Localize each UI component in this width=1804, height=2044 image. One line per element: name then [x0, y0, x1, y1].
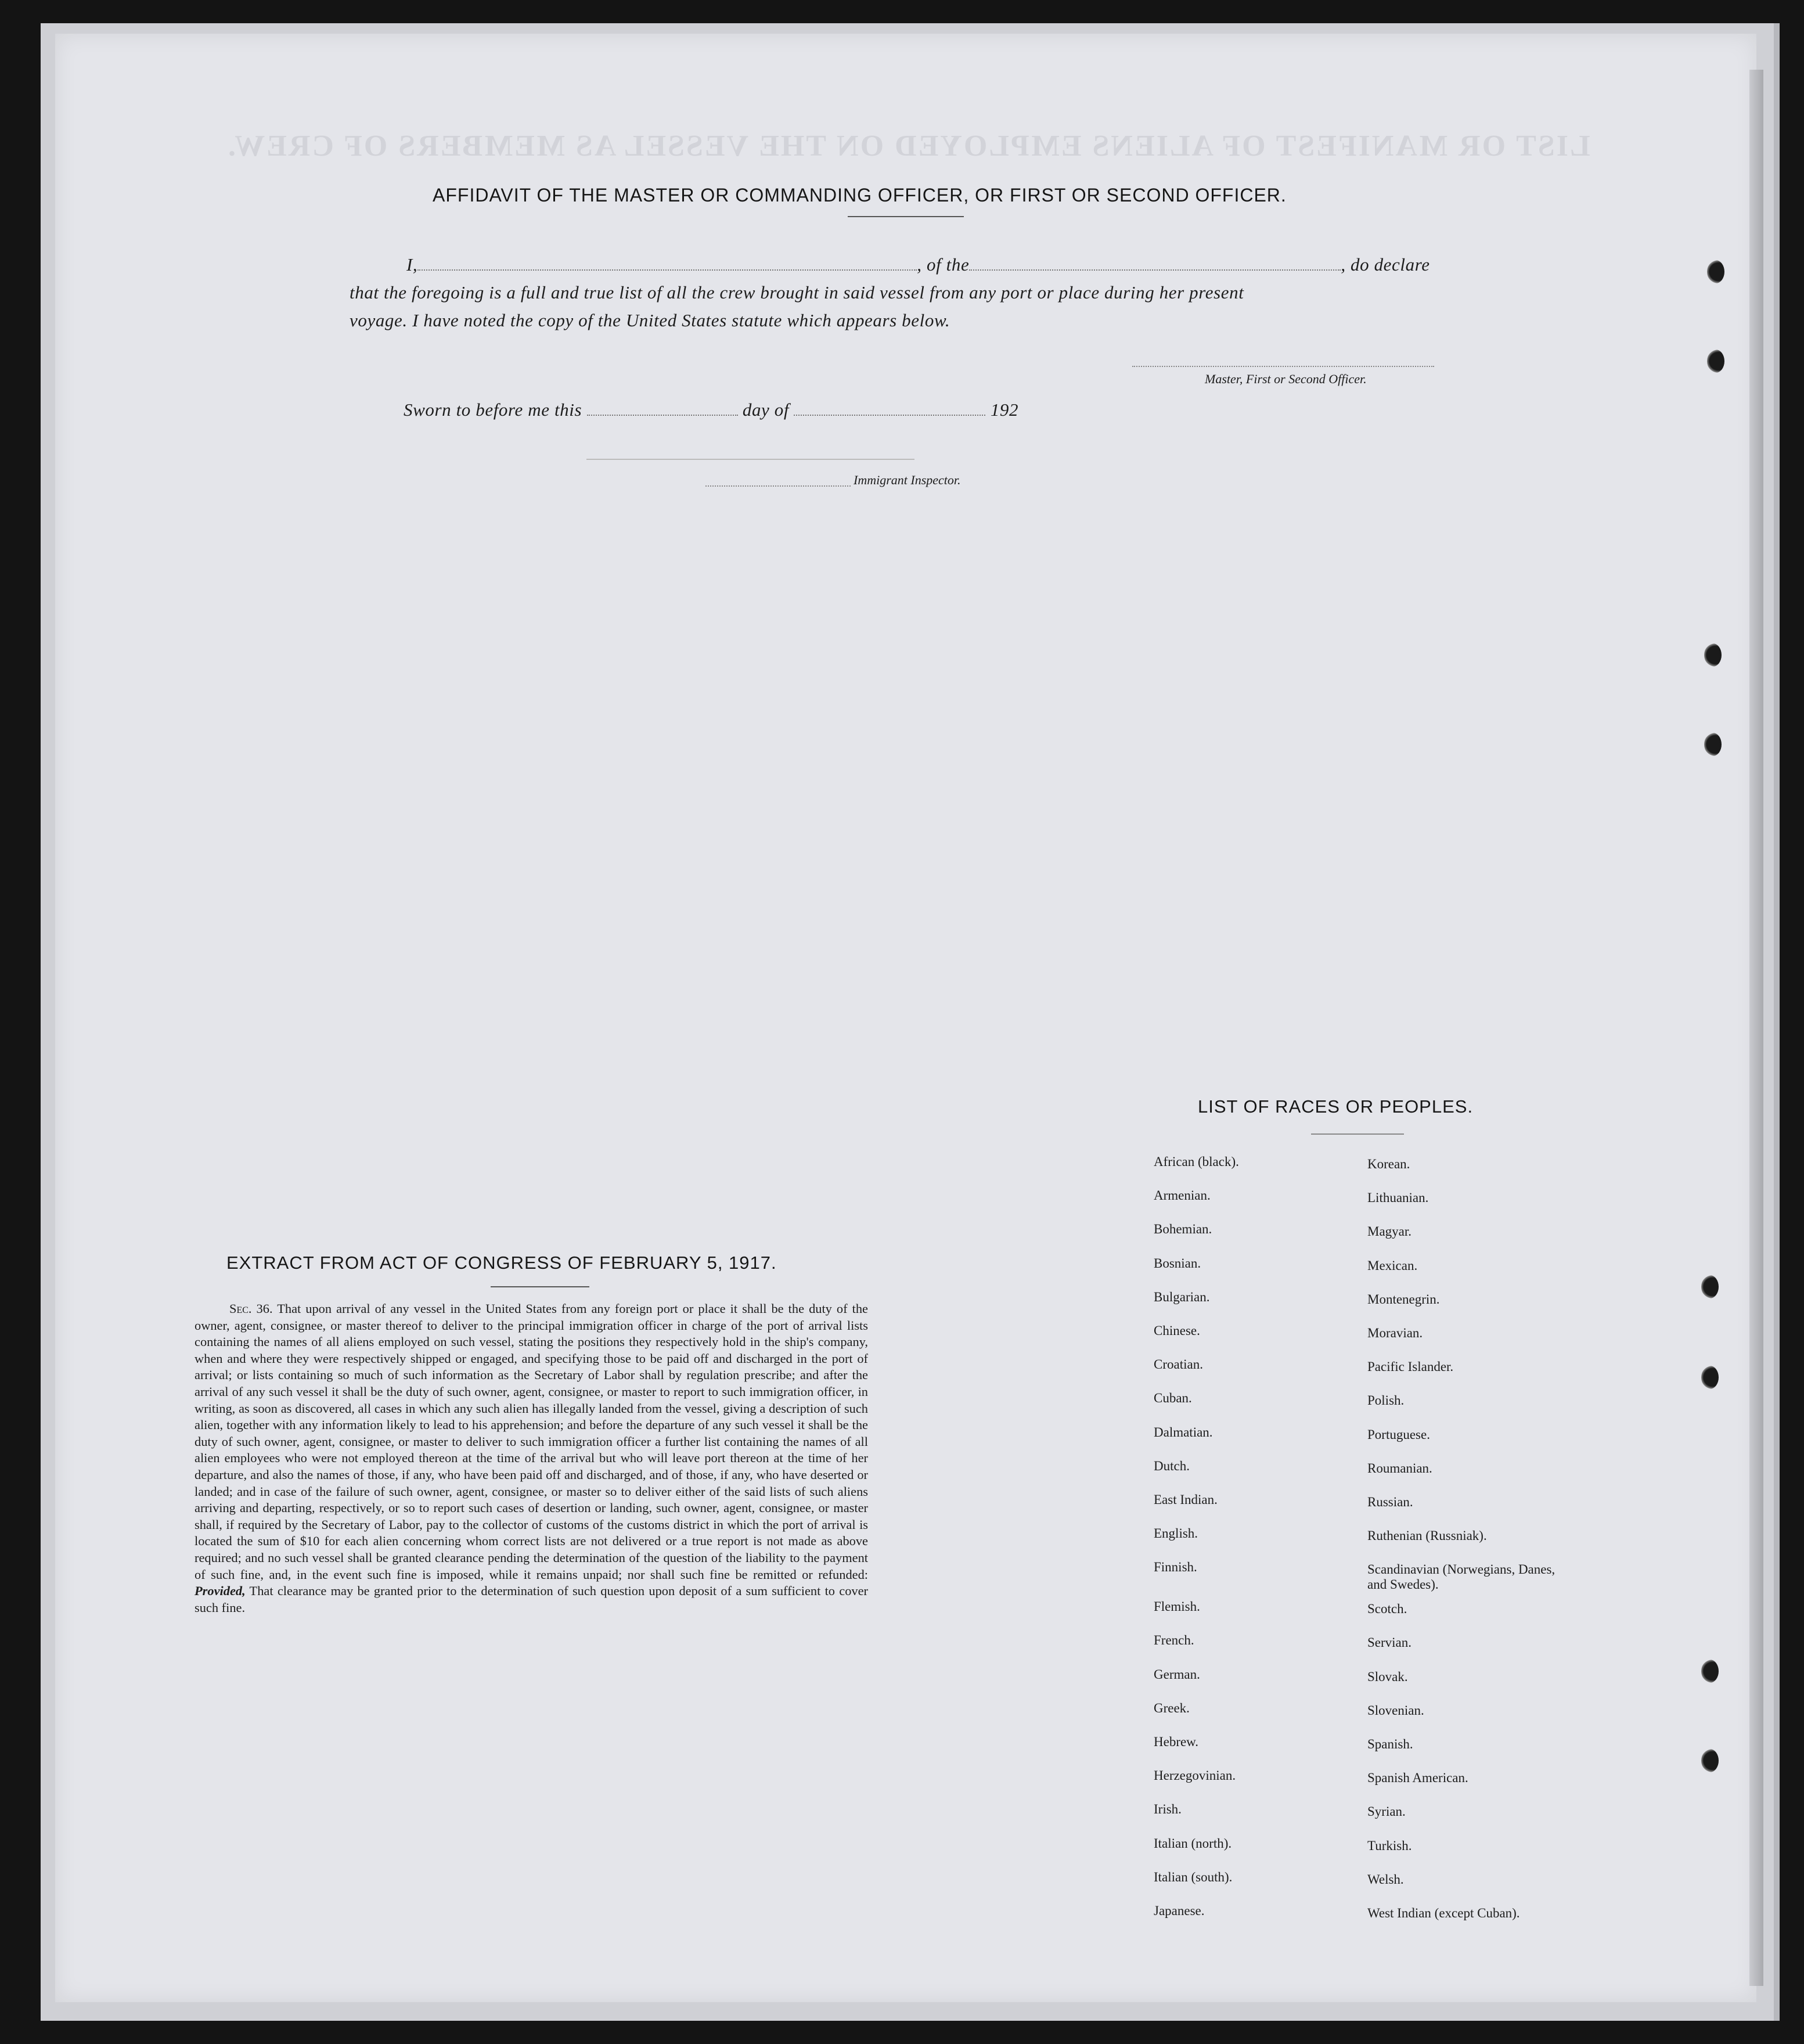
binding-hole: [1701, 1749, 1719, 1772]
race-item: Greek.: [1154, 1700, 1190, 1715]
race-item: Korean.: [1367, 1157, 1410, 1171]
race-item: Bosnian.: [1154, 1255, 1201, 1271]
race-item: Servian.: [1367, 1635, 1412, 1650]
race-item: Portuguese.: [1367, 1427, 1430, 1442]
extract-heading-rule: [491, 1286, 589, 1287]
race-item: French.: [1154, 1633, 1194, 1648]
race-item: Roumanian.: [1367, 1460, 1432, 1476]
affidavit-heading-rule: [848, 216, 964, 217]
binding-hole: [1704, 733, 1722, 756]
race-item: Hebrew.: [1154, 1734, 1199, 1749]
race-item: Dalmatian.: [1154, 1424, 1213, 1440]
race-item: English.: [1154, 1526, 1198, 1541]
race-item: Croatian.: [1154, 1357, 1203, 1372]
do-declare-label: , do declare: [1341, 254, 1430, 275]
race-item: Slovak.: [1367, 1669, 1408, 1684]
binding-hole: [1704, 643, 1722, 667]
sworn-label: Sworn to before me this: [404, 400, 582, 420]
sworn-month-field[interactable]: [794, 415, 985, 416]
binding-hole: [1701, 1366, 1719, 1389]
section-number: Sec. 36.: [229, 1301, 273, 1316]
binding-hole: [1701, 1660, 1719, 1683]
race-item: Spanish American.: [1367, 1770, 1468, 1786]
binding-hole: [1701, 1275, 1719, 1298]
race-item: Mexican.: [1367, 1258, 1418, 1273]
binding-hole: [1707, 260, 1724, 283]
race-item: Finnish.: [1154, 1560, 1197, 1575]
vessel-name-field[interactable]: [969, 269, 1341, 271]
affidavit-line-3: voyage. I have noted the copy of the United States statute which appears below.: [350, 310, 950, 330]
races-right-column: [1367, 1157, 1565, 1939]
race-item: German.: [1154, 1667, 1200, 1682]
race-item: East Indian.: [1154, 1492, 1218, 1507]
extract-body: [195, 1301, 868, 1616]
race-item: Spanish.: [1367, 1737, 1413, 1751]
extract-heading: EXTRACT FROM ACT OF CONGRESS OF FEBRUARY 5, 1917.: [226, 1253, 777, 1273]
day-of-label: day of: [742, 400, 790, 420]
race-item: Turkish.: [1367, 1838, 1412, 1853]
provided-word: Provided,: [195, 1584, 246, 1599]
race-item: Lithuanian.: [1367, 1190, 1429, 1205]
sworn-year: 192: [990, 400, 1019, 420]
sworn-day-field[interactable]: [587, 415, 738, 416]
affidavit-line-1: [406, 254, 1430, 275]
race-item: Chinese.: [1154, 1323, 1200, 1338]
declarant-name-field[interactable]: [417, 269, 917, 271]
race-item: Scandinavian (Norwegians, Danes, and Swedes).: [1367, 1562, 1555, 1592]
bleed-through-title: LIST OR MANIFEST OF ALIENS EMPLOYED ON THE VESSEL AS MEMBERS OF CREW.: [226, 129, 1590, 163]
affidavit-heading: AFFIDAVIT OF THE MASTER OR COMMANDING OFFICER, OR FIRST OR SECOND OFFICER.: [433, 185, 1287, 206]
race-item: African (black).: [1154, 1154, 1239, 1169]
inspector-dotted-line: [705, 485, 851, 487]
master-signature-line[interactable]: [1132, 366, 1434, 367]
section-text: That upon arrival of any vessel in the United States from any foreign port or place it shall be the duty of the owner, agent, consignee, or master thereof to deliver to the principal immigration officer in charge of the port of arrival lists containing the names of all aliens employed on such vessel, stating the positions they respectively hold in the ship's company, when and where they were respectively shipped or engaged, and specifying those to be paid off and discharged in the port of arrival; or lists containing so much of such information as the Secretary of Labor shall by regulation prescribe; and after the arrival of any such vessel it shall be the duty of such owner, agent, consignee, or master to report to such immigration officer, in writing, as soon as discovered, all cases in which any such alien has illegally landed from the vessel, giving a description of such alien, together with any information likely to lead to his apprehension; and before the departure of any such vessel it shall be the duty of such owner, agent, consignee, or master to deliver to such immigration officer a further list containing the names of all alien employees who were not employed thereon at the time of the arrival but who will leave port thereon at the time of her departure, and also the names of those, if any, who have been paid off and discharged, and of those, if any, who have deserted or landed; and in case of the failure of such owner, agent, consignee, or master so to deliver either of the said lists of such aliens arriving and departing, respectively, or so to report such cases of desertion or landing, such owner, agent, consignee, or master shall, if required by the Secretary of Labor, pay to the collector of customs of the customs district in which the port of arrival is located the sum of $10 for each alien concerning whom correct lists are not delivered or a true report is not made as above required; and no such vessel shall be granted clearance pending the determination of the question of the liability to the payment of such fine, and, in the event such fine is imposed, while it remains unpaid; nor shall such fine be remitted or refunded:: [195, 1301, 868, 1582]
race-item: Italian (north).: [1154, 1836, 1232, 1851]
declarant-prefix: I,: [406, 254, 418, 275]
race-item: Welsh.: [1367, 1872, 1404, 1887]
race-item: Armenian.: [1154, 1188, 1211, 1203]
inspector-label: Immigrant Inspector.: [854, 473, 961, 487]
race-item: Cuban.: [1154, 1391, 1192, 1406]
race-item: Moravian.: [1367, 1325, 1423, 1340]
race-item: Russian.: [1367, 1494, 1413, 1509]
race-item: Bohemian.: [1154, 1222, 1212, 1237]
race-item: Japanese.: [1154, 1903, 1205, 1918]
race-item: Italian (south).: [1154, 1869, 1233, 1884]
races-left-column: [1154, 1154, 1239, 1937]
binding-hole: [1707, 350, 1724, 373]
sworn-line: [404, 400, 1018, 420]
race-item: Montenegrin.: [1367, 1291, 1440, 1307]
of-the-label: , of the: [917, 254, 970, 275]
races-heading: LIST OF RACES OR PEOPLES.: [1198, 1096, 1474, 1117]
race-item: Herzegovinian.: [1154, 1768, 1236, 1783]
inspector-signature-line[interactable]: [586, 459, 914, 460]
race-item: Dutch.: [1154, 1458, 1190, 1473]
race-item: Magyar.: [1367, 1224, 1412, 1239]
page-edge: [1749, 70, 1763, 1986]
race-item: Bulgarian.: [1154, 1289, 1210, 1304]
race-item: Flemish.: [1154, 1599, 1200, 1614]
race-item: Ruthenian (Russniak).: [1367, 1528, 1487, 1543]
race-item: Scotch.: [1367, 1602, 1407, 1617]
provided-text: That clearance may be granted prior to the determination of such question upon deposit of a sum sufficient to cover such fine.: [195, 1584, 868, 1615]
affidavit-line-2: that the foregoing is a full and true list of all the crew brought in said vessel from any port or place during her present: [350, 282, 1244, 303]
races-heading-rule: [1311, 1133, 1404, 1135]
race-item: Polish.: [1367, 1393, 1405, 1408]
race-item: Slovenian.: [1367, 1703, 1424, 1718]
race-item: West Indian (except Cuban).: [1367, 1905, 1520, 1920]
race-item: Irish.: [1154, 1802, 1182, 1817]
race-item: Pacific Islander.: [1367, 1359, 1454, 1374]
master-signature-label: Master, First or Second Officer.: [1205, 372, 1367, 386]
race-item: Syrian.: [1367, 1804, 1406, 1819]
